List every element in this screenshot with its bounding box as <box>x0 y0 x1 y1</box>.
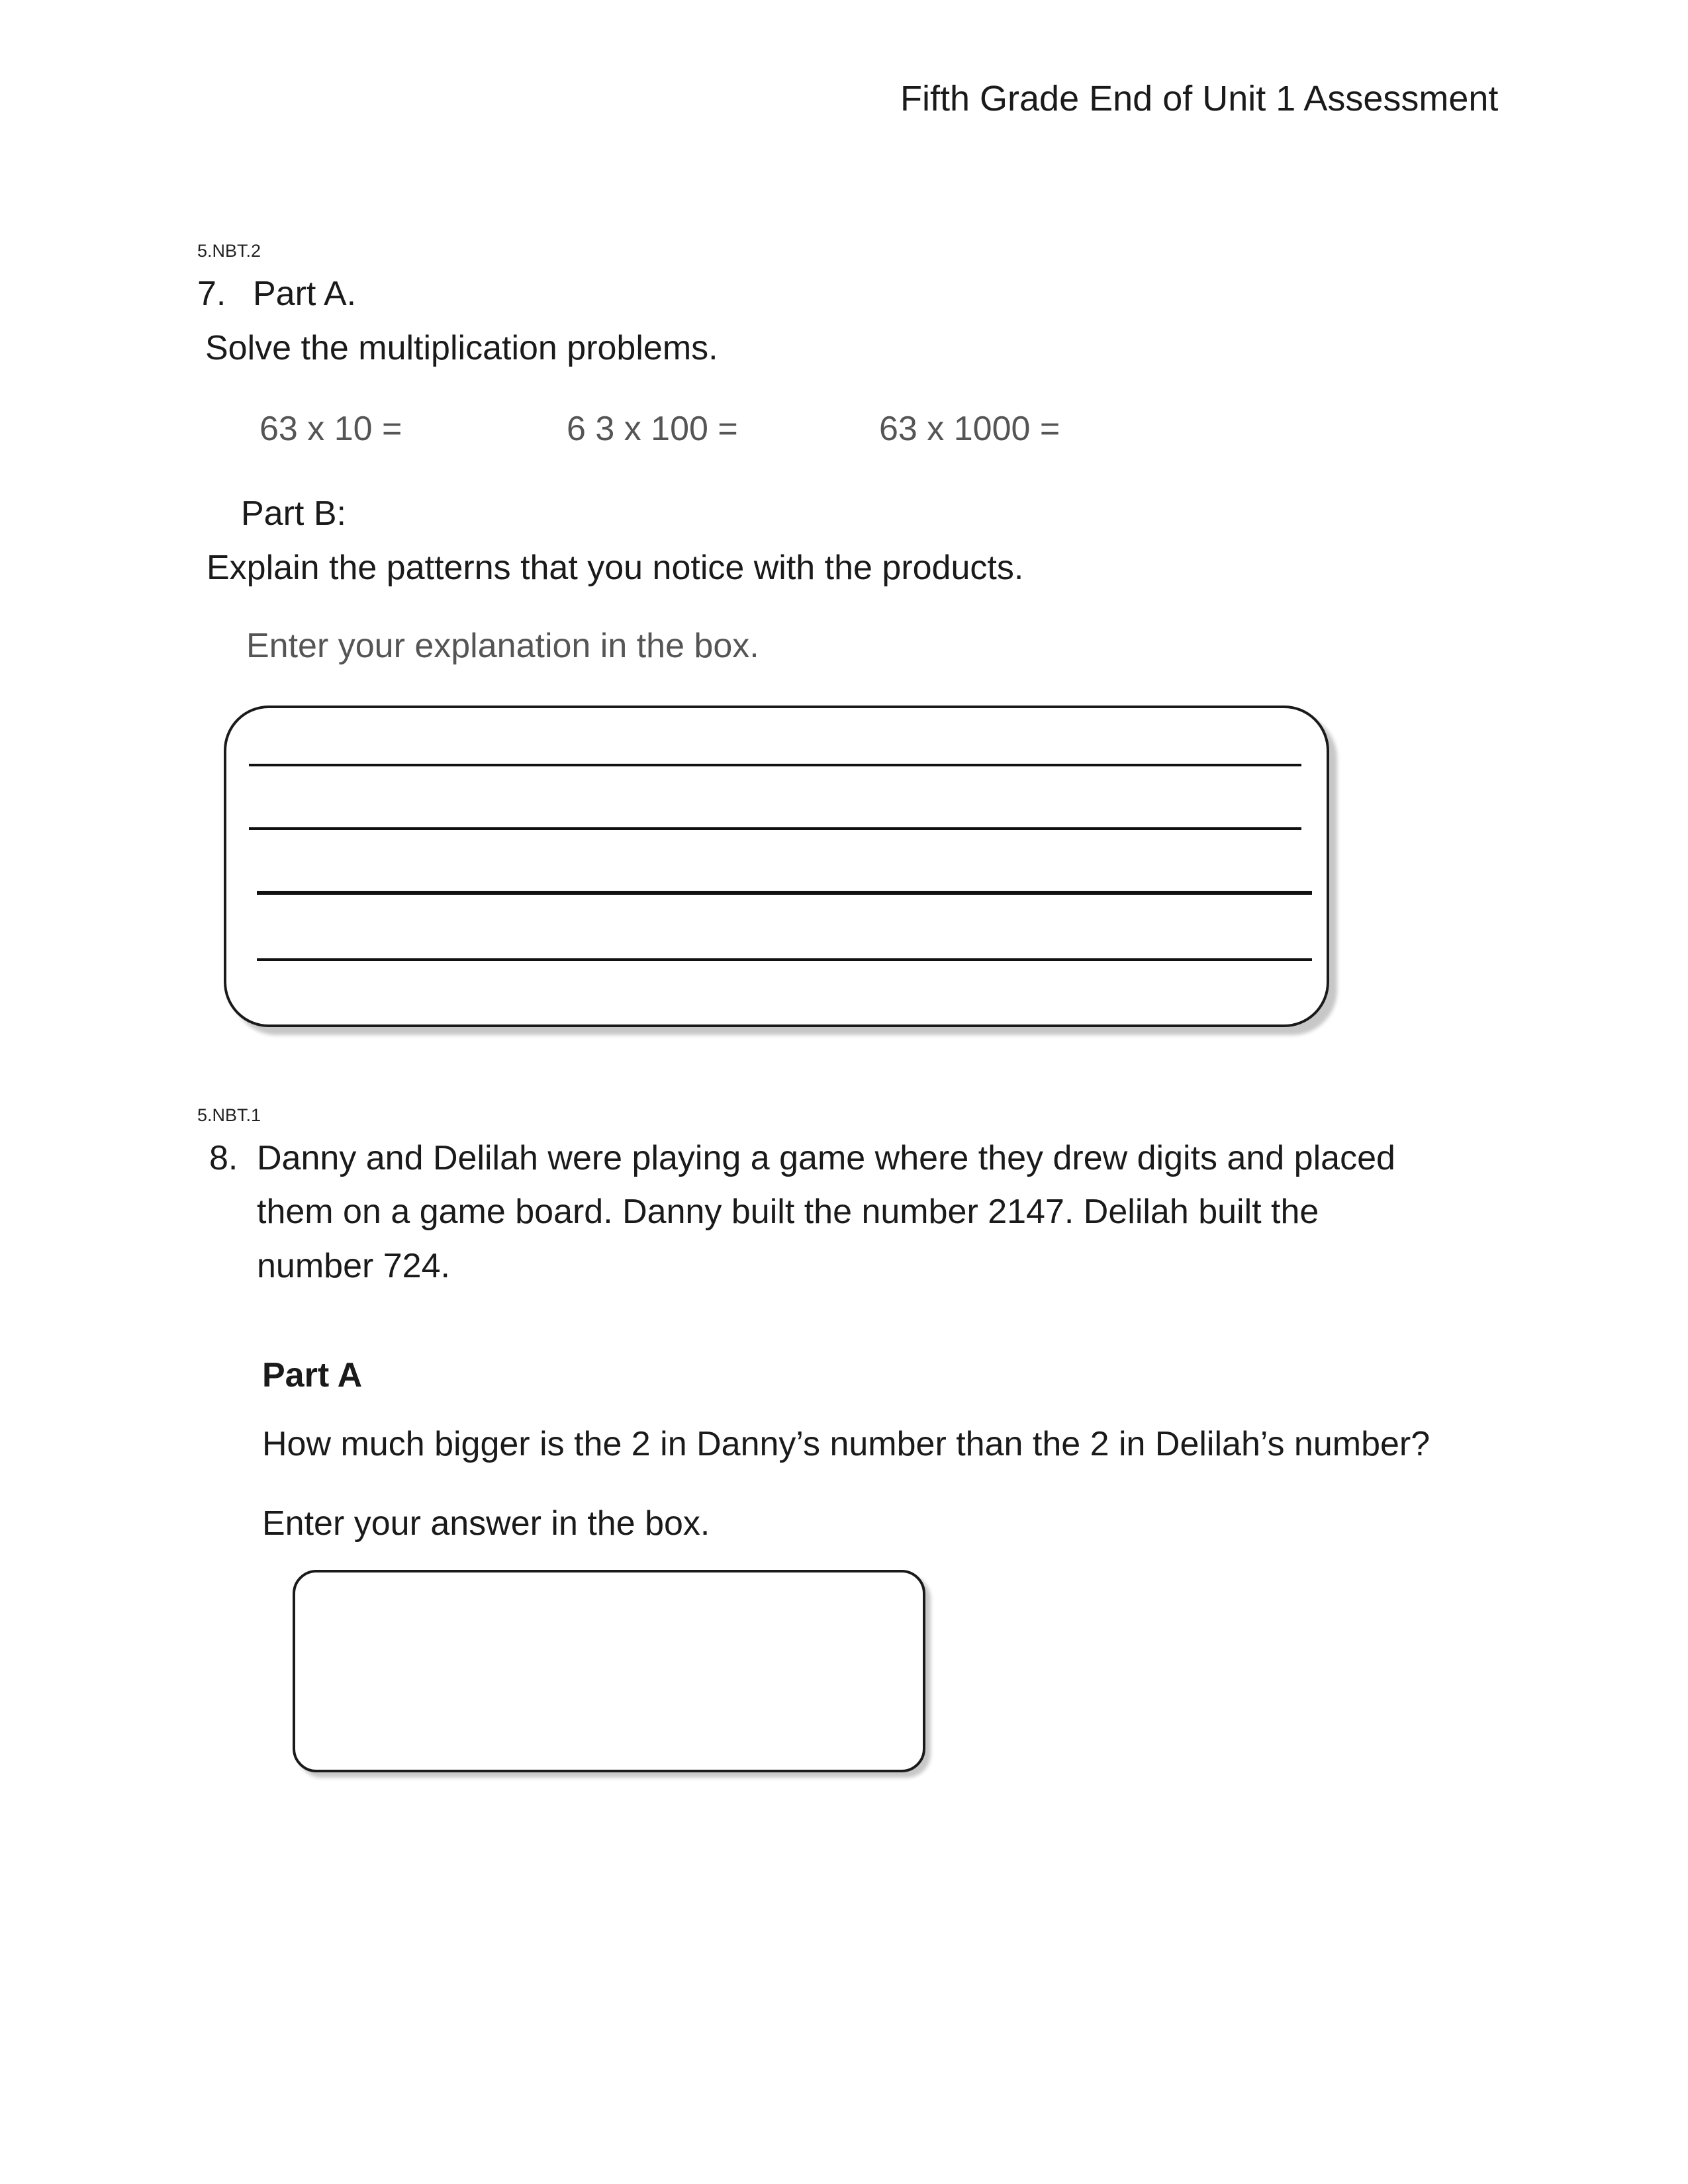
q7-problem-3: 63 x 1000 = <box>879 410 1060 448</box>
q7-part-b-prompt: Explain the patterns that you notice with the products. <box>207 549 1024 587</box>
writing-line-4 <box>257 958 1312 961</box>
q8-answer-box[interactable] <box>293 1570 925 1772</box>
q8-standard-code: 5.NBT.1 <box>197 1105 261 1125</box>
q7-standard-code: 5.NBT.2 <box>197 241 261 261</box>
q8-box-prompt: Enter your answer in the box. <box>262 1504 710 1543</box>
q8-stem-line-1: Danny and Delilah were playing a game where they drew digits and placed <box>257 1139 1395 1177</box>
q7-problem-2: 6 3 x 100 = <box>567 410 738 448</box>
writing-line-2 <box>249 827 1301 830</box>
q7-part-a-label: Part A. <box>253 275 357 313</box>
q7-part-b-label: Part B: <box>241 494 346 533</box>
q7-instruction: Solve the multiplication problems. <box>205 329 718 367</box>
writing-line-1 <box>249 764 1301 766</box>
q8-part-a-label: Part A <box>262 1356 363 1394</box>
q8-stem-line-2: them on a game board. Danny built the number 2147. Delilah built the <box>257 1193 1319 1231</box>
q7-explanation-box[interactable] <box>224 705 1329 1027</box>
writing-line-3 <box>257 891 1312 895</box>
q7-number: 7. <box>197 275 226 313</box>
q8-stem-line-3: number 724. <box>257 1247 450 1285</box>
page-header-title: Fifth Grade End of Unit 1 Assessment <box>900 79 1499 118</box>
q7-problem-1: 63 x 10 = <box>259 410 402 448</box>
q8-number: 8. <box>209 1139 238 1177</box>
q7-box-prompt: Enter your explanation in the box. <box>246 627 759 665</box>
q8-part-a-prompt: How much bigger is the 2 in Danny’s number than the 2 in Delilah’s number? <box>262 1425 1430 1463</box>
